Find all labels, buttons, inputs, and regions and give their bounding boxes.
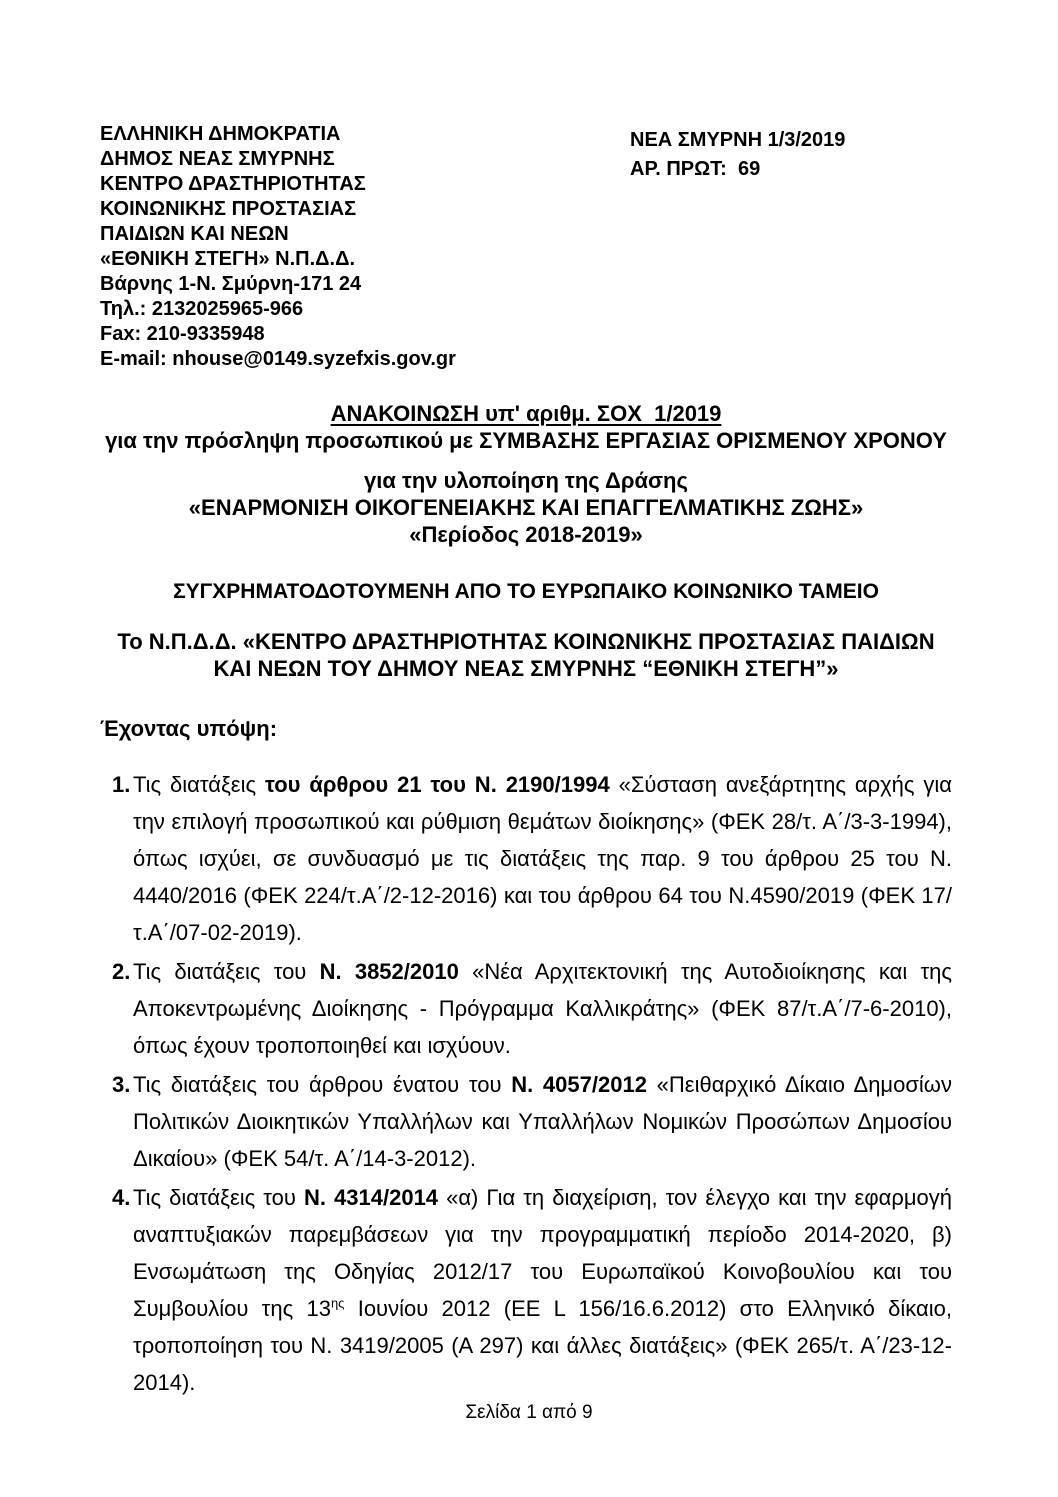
list-item-number: 2. xyxy=(112,959,131,984)
list-item-text: «α) Για τη διαχείριση, τον έλεγχο και την εφαρμογή αναπτυξιακών παρεμβάσεων για την προγραμματική περίοδο 2014-2020, β) Ενσωμάτωση της Οδηγίας 2012/17 του Ευρωπαϊκού Κοινοβουλίου και του Συμβουλίου της 13 xyxy=(133,1185,952,1321)
list-item-text: «Πειθαρχικό Δίκαιο Δημοσίων Πολιτικών Διοικητικών Υπαλλήλων και Υπαλλήλων Νομικών Προσώπων Δημοσίου Δικαίου» (ΦΕΚ 54/τ. Α΄/14-3-2012). xyxy=(133,1072,952,1171)
list-item-text: Τις διατάξεις του xyxy=(133,959,320,984)
list-item xyxy=(100,766,952,951)
list-item-text: Ιουνίου 2012 (ΕΕ L 156/16.6.2012) στο Ελληνικό δίκαιο, τροποποίηση του Ν. 3419/2005 (Α 297) και άλλες διατάξεις» (ΦΕΚ 265/τ. Α΄/23-12-2014). xyxy=(133,1296,952,1395)
letterhead-line: ΕΛΛΗΝΙΚΗ ΔΗΜΟΚΡΑΤΙΑ xyxy=(100,123,341,145)
action-period: «Περίοδος 2018-2019» xyxy=(409,522,643,547)
action-intro: για την υλοποίηση της Δράσης xyxy=(364,468,688,493)
letterhead-right xyxy=(630,126,845,184)
legal-basis-list xyxy=(100,766,952,1401)
letterhead-line: ΚΕΝΤΡΟ ΔΡΑΣΤΗΡΙΟΤΗΤΑΣ xyxy=(100,173,366,195)
action-name: «ΕΝΑΡΜΟΝΙΣΗ ΟΙΚΟΓΕΝΕΙΑΚΗΣ ΚΑΙ ΕΠΑΓΓΕΛΜΑΤΙΚΗΣ ΖΩΗΣ» xyxy=(188,495,864,520)
list-item-text: Τις διατάξεις xyxy=(133,772,265,797)
list-item-text: Τις διατάξεις του xyxy=(133,1185,304,1210)
list-item xyxy=(100,953,952,1064)
letterhead-line: E-mail: nhouse@0149.syzefxis.gov.gr xyxy=(100,348,456,370)
list-item-text: Ν. 4057/2012 xyxy=(511,1072,657,1097)
having-regard-label: Έχοντας υπόψη: xyxy=(100,716,278,741)
letterhead-line: Fax: 210-9335948 xyxy=(100,323,265,345)
list-item xyxy=(100,1179,952,1401)
list-item-number: 4. xyxy=(112,1185,131,1210)
list-item-number: 1. xyxy=(112,772,131,797)
announcement-subtitle: για την πρόσληψη προσωπικού με ΣΥΜΒΑΣΗΣ ΕΡΓΑΣΙΑΣ ΟΡΙΣΜΕΝΟΥ ΧΡΟΝΟΥ xyxy=(105,428,947,453)
cofinance-line: ΣΥΓΧΡΗΜΑΤΟΔΟΤΟΥΜΕΝΗ ΑΠΟ ΤΟ ΕΥΡΩΠΑΙΚΟ ΚΟΙΝΩΝΙΚΟ ΤΑΜΕΙΟ xyxy=(173,580,879,603)
announcement-title xyxy=(100,400,952,427)
announcement-title-text: ΑΝΑΚΟΙΝΩΣΗ υπ' αριθμ. ΣΟΧ 1/2019 xyxy=(330,401,722,426)
letterhead-line: Βάρνης 1-Ν. Σμύρνη-171 24 xyxy=(100,273,362,295)
list-item-text: του άρθρου 21 του Ν. 2190/1994 xyxy=(265,772,619,797)
letterhead-left xyxy=(100,122,550,372)
list-item-text: Ν. 4314/2014 xyxy=(304,1185,447,1210)
issuer-line: Το Ν.Π.Δ.Δ. «ΚΕΝΤΡΟ ΔΡΑΣΤΗΡΙΟΤΗΤΑΣ ΚΟΙΝΩΝΙΚΗΣ ΠΡΟΣΤΑΣΙΑΣ ΠΑΙΔΙΩΝ ΚΑΙ ΝΕΩΝ ΤΟΥ ΔΗΜΟΥ ΝΕΑΣ ΣΜΥΡΝΗΣ “ΕΘΝΙΚΗ ΣΤΕΓΗ”» xyxy=(117,629,935,681)
protocol-number: ΑΡ. ΠΡΩΤ: 69 xyxy=(630,158,761,180)
list-item-text: Τις διατάξεις του άρθρου ένατου του xyxy=(133,1072,512,1097)
letterhead-line: ΔΗΜΟΣ ΝΕΑΣ ΣΜΥΡΝΗΣ xyxy=(100,148,335,170)
list-item-text: ης xyxy=(330,1295,345,1311)
list-item-text: Ν. 3852/2010 xyxy=(319,959,473,984)
letterhead-line: «ΕΘΝΙΚΗ ΣΤΕΓΗ» Ν.Π.Δ.Δ. xyxy=(100,248,356,270)
letterhead-line: ΚΟΙΝΩΝΙΚΗΣ ΠΡΟΣΤΑΣΙΑΣ xyxy=(100,198,357,220)
page-footer: Σελίδα 1 από 9 xyxy=(465,1402,593,1423)
list-item xyxy=(100,1066,952,1177)
place-date: ΝΕΑ ΣΜΥΡΝΗ 1/3/2019 xyxy=(630,129,846,151)
letterhead-line: ΠΑΙΔΙΩΝ ΚΑΙ ΝΕΩΝ xyxy=(100,223,289,245)
list-item-number: 3. xyxy=(112,1072,131,1097)
list-item-text: «Νέα Αρχιτεκτονική της Αυτοδιοίκησης και της Αποκεντρωμένης Διοίκησης - Πρόγραμμα Καλλικράτης» (ΦΕΚ 87/τ.Α΄/7-6-2010), όπως έχουν τροποποιηθεί και ισχύουν. xyxy=(133,959,952,1058)
letterhead-line: Τηλ.: 2132025965-966 xyxy=(100,298,304,320)
list-item-text: «Σύσταση ανεξάρτητης αρχής για την επιλογή προσωπικού και ρύθμιση θεμάτων διοίκησης» (ΦΕΚ 28/τ. Α΄/3-3-1994), όπως ισχύει, σε συνδυασμό με τις διατάξεις της παρ. 9 του άρθρου 25 του Ν. 4440/2016 (ΦΕΚ 224/τ.Α΄/2-12-2016) και του άρθρου 64 του Ν.4590/2019 (ΦΕΚ 17/τ.Α΄/07-02-2019). xyxy=(133,772,953,945)
title-block xyxy=(100,400,952,548)
letterhead xyxy=(100,122,952,372)
